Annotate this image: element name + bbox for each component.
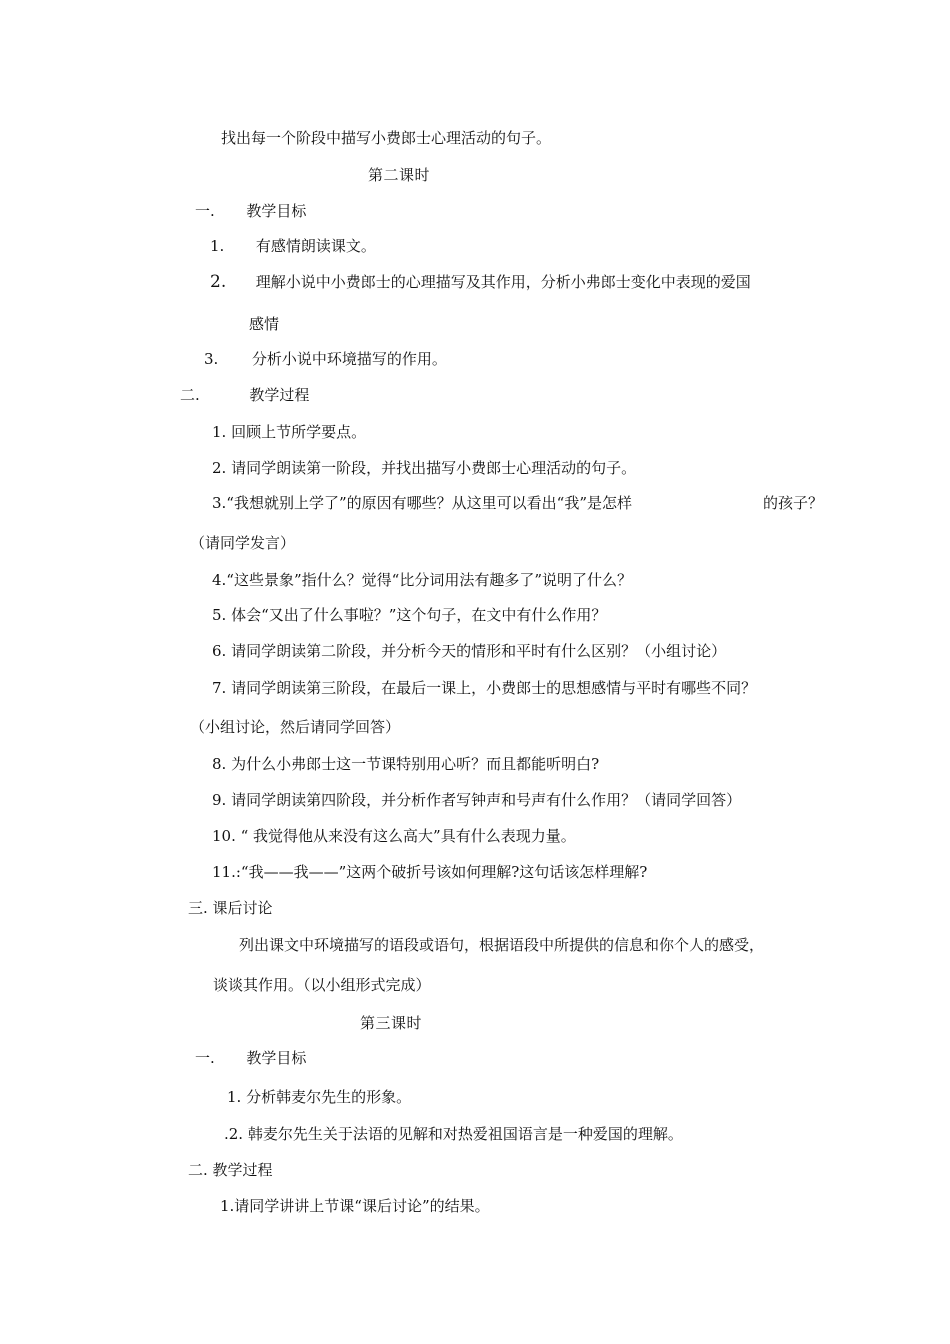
lesson2-process-4: 4.“这些景象”指什么？觉得“比分词用法有趣多了”说明了什么？ bbox=[212, 571, 632, 589]
lesson2-goal-2 bbox=[210, 272, 751, 292]
lesson2-goals-heading bbox=[195, 201, 306, 221]
lesson2-process-6: 6. 请同学朗读第二阶段，并分析今天的情形和平时有什么区别？（小组讨论） bbox=[212, 642, 727, 660]
lesson2-process-7-note: （小组讨论，然后请同学回答） bbox=[190, 718, 401, 736]
lesson2-process-7: 7. 请同学朗读第三阶段，在最后一课上，小费郎士的思想感情与平时有哪些不同？ bbox=[212, 679, 757, 697]
lesson3-title: 第三课时 bbox=[360, 1014, 423, 1032]
lesson2-process-8: 8. 为什么小弗郎士这一节课特别用心听？而且都能听明白? bbox=[212, 755, 600, 773]
lesson2-goal-1 bbox=[210, 236, 376, 256]
lesson2-process-2: 2. 请同学朗读第一阶段，并找出描写小费郎士心理活动的句子。 bbox=[212, 459, 637, 477]
lesson3-goals-heading bbox=[195, 1048, 306, 1068]
lesson3-process-1: 1.请同学讲讲上节课“课后讨论”的结果。 bbox=[220, 1197, 490, 1215]
lesson2-discussion-heading: 三. 课后讨论 bbox=[188, 899, 273, 917]
lesson2-title: 第二课时 bbox=[368, 166, 431, 184]
heading-number: 二. bbox=[180, 386, 200, 404]
lesson2-discussion-text: 列出课文中环境描写的语段或语句，根据语段中所提供的信息和你个人的感受， bbox=[239, 936, 765, 954]
lesson2-process-11: 11.:“我——我——”这两个破折号该如何理解?这句话该怎样理解? bbox=[212, 863, 648, 881]
goal-text: 理解小说中小费郎士的心理描写及其作用，分析小弗郎士变化中表现的爱国 bbox=[255, 273, 751, 291]
heading-text: 教学过程 bbox=[249, 386, 310, 404]
lesson3-goal-2: .2. 韩麦尔先生关于法语的见解和对热爱祖国语言是一种爱国的理解。 bbox=[224, 1125, 683, 1143]
lesson3-goal-1: 1. 分析韩麦尔先生的形象。 bbox=[227, 1088, 412, 1106]
lesson2-process-3-note: （请同学发言） bbox=[190, 534, 296, 552]
heading-text: 教学目标 bbox=[246, 1049, 307, 1067]
lesson2-process-10: 10. “ 我觉得他从来没有这么高大”具有什么表现力量。 bbox=[212, 827, 576, 845]
lesson2-process-3-end: 的孩子？ bbox=[763, 494, 824, 512]
lesson3-process-heading: 二. 教学过程 bbox=[188, 1161, 273, 1179]
heading-text: 教学目标 bbox=[246, 202, 307, 220]
lesson2-process-9: 9. 请同学朗读第四阶段，并分析作者写钟声和号声有什么作用？（请同学回答） bbox=[212, 791, 742, 809]
lesson2-process-1: 1. 回顾上节所学要点。 bbox=[212, 423, 367, 441]
goal-number: 1. bbox=[210, 237, 225, 255]
lesson2-process-5: 5. 体会“又出了什么事啦？”这个句子，在文中有什么作用？ bbox=[212, 606, 607, 624]
lesson2-process-3: 3.“我想就别上学了”的原因有哪些？从这里可以看出“我”是怎样 bbox=[212, 494, 632, 512]
goal-text: 有感情朗读课文。 bbox=[255, 237, 376, 255]
goal-number: 3. bbox=[204, 350, 219, 368]
goal-number: 2. bbox=[210, 272, 227, 292]
intro-text: 找出每一个阶段中描写小费郎士心理活动的句子。 bbox=[221, 129, 552, 147]
heading-number: 一. bbox=[195, 202, 215, 220]
goal-text: 分析小说中环境描写的作用。 bbox=[251, 350, 447, 368]
lesson2-discussion-text-cont: 谈谈其作用。（以小组形式完成） bbox=[213, 976, 431, 994]
lesson2-goal-3 bbox=[204, 349, 447, 369]
lesson2-process-heading bbox=[180, 385, 309, 405]
lesson2-goal-2-continuation: 感情 bbox=[249, 315, 280, 333]
heading-number: 一. bbox=[195, 1049, 215, 1067]
